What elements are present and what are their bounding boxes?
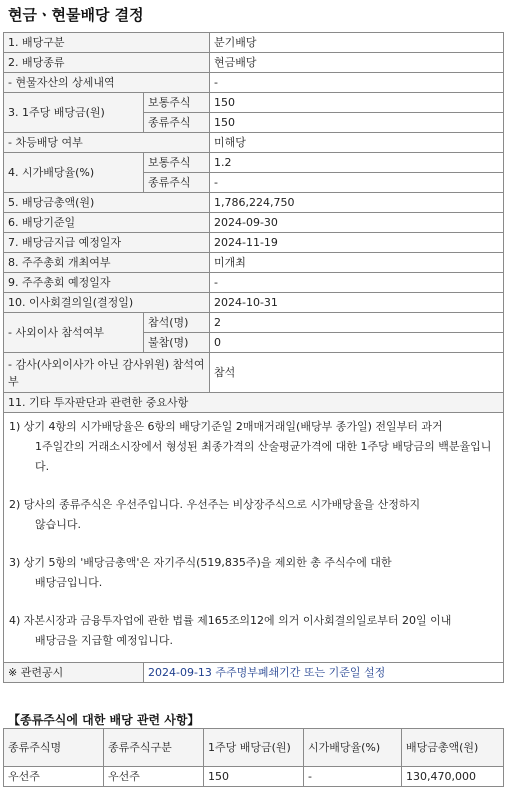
column-header: 1주당 배당금(원): [204, 729, 304, 767]
table-cell: -: [304, 767, 402, 787]
row-value: 150: [210, 113, 504, 133]
class-share-table: [3, 728, 504, 787]
row-value: 1,786,224,750: [210, 193, 504, 213]
row-label: - 차등배당 여부: [4, 133, 210, 153]
note-text: 4) 자본시장과 금융투자업에 관한 법률 제165조의12에 의거 이사회결의일로부터 20일 이내: [9, 614, 452, 627]
row-label: 2. 배당종류: [4, 53, 210, 73]
column-header: 종류주식명: [4, 729, 104, 767]
row-label: 1. 배당구분: [4, 33, 210, 53]
table-row: [4, 53, 504, 73]
row-label: - 현물자산의 상세내역: [4, 73, 210, 93]
note-text: 않습니다.: [35, 518, 82, 531]
row-value: 2024-11-19: [210, 233, 504, 253]
row-value: 2: [210, 313, 504, 333]
table-cell: 우선주: [104, 767, 204, 787]
row-sublabel: 종류주식: [144, 113, 210, 133]
table-row: [4, 767, 504, 787]
related-label: ※ 관련공시: [4, 663, 144, 683]
row-label: 10. 이사회결의일(결정일): [4, 293, 210, 313]
row-value: 2024-09-30: [210, 213, 504, 233]
table-row: [4, 33, 504, 53]
page-title: 현금ㆍ현물배당 결정: [8, 6, 144, 24]
table-row: [4, 273, 504, 293]
column-header: 배당금총액(원): [402, 729, 504, 767]
notes-cell: [4, 413, 504, 663]
row-label: 4. 시가배당율(%): [4, 153, 144, 193]
notes-row: [4, 413, 504, 663]
table-row: [4, 153, 504, 173]
table-cell: 130,470,000: [402, 767, 504, 787]
table-row: [4, 133, 504, 153]
table-row: [4, 253, 504, 273]
row-label: - 감사(사외이사가 아닌 감사위원) 참석여부: [4, 353, 210, 393]
note-text: 배당금을 지급할 예정입니다.: [35, 634, 174, 647]
table-cell: 150: [204, 767, 304, 787]
row-sublabel: 보통주식: [144, 153, 210, 173]
note-text: 3) 상기 5항의 '배당금총액'은 자기주식(519,835주)을 제외한 총 주식수에 대한: [9, 556, 392, 569]
note-text: 1주일간의 거래소시장에서 형성된 최종가격의 산술평균가격에 대한 1주당 배당금의 백분율입니다.: [35, 440, 492, 473]
table-row: [4, 93, 504, 113]
table-row: [4, 233, 504, 253]
row-sublabel: 불참(명): [144, 333, 210, 353]
table-row: [4, 393, 504, 413]
table-row: [4, 193, 504, 213]
note-text: 2) 당사의 종류주식은 우선주입니다. 우선주는 비상장주식으로 시가배당율을 산정하지: [9, 498, 421, 511]
row-label: 9. 주주총회 예정일자: [4, 273, 210, 293]
row-value: 150: [210, 93, 504, 113]
row-label: 8. 주주총회 개최여부: [4, 253, 210, 273]
row-label: 6. 배당기준일: [4, 213, 210, 233]
row-label: 3. 1주당 배당금(원): [4, 93, 144, 133]
column-header: 시가배당율(%): [304, 729, 402, 767]
note-text: 배당금입니다.: [35, 576, 103, 589]
row-value: 미개최: [210, 253, 504, 273]
row-value: 참석: [210, 353, 504, 393]
row-value: 1.2: [210, 153, 504, 173]
row-sublabel: 종류주식: [144, 173, 210, 193]
table-header-row: [4, 729, 504, 767]
dividend-table: [3, 32, 504, 683]
related-link[interactable]: 2024-09-13 주주명부폐쇄기간 또는 기준일 설정: [144, 663, 504, 683]
row-sublabel: 보통주식: [144, 93, 210, 113]
row-value: -: [210, 173, 504, 193]
row-value: 0: [210, 333, 504, 353]
row-label: 7. 배당금지급 예정일자: [4, 233, 210, 253]
table-row: [4, 313, 504, 333]
row-value: 미해당: [210, 133, 504, 153]
column-header: 종류주식구분: [104, 729, 204, 767]
row-value: -: [210, 273, 504, 293]
row-value: -: [210, 73, 504, 93]
table-row: [4, 353, 504, 393]
row-value: 2024-10-31: [210, 293, 504, 313]
table-row: [4, 73, 504, 93]
table-row: [4, 293, 504, 313]
row-label: 5. 배당금총액(원): [4, 193, 210, 213]
row-value: 현금배당: [210, 53, 504, 73]
table-row: [4, 213, 504, 233]
note-text: 1) 상기 4항의 시가배당율은 6항의 배당기준일 2매매거래일(배당부 종가일) 전일부터 과거: [9, 420, 443, 433]
row-value: 분기배당: [210, 33, 504, 53]
row-label: - 사외이사 참석여부: [4, 313, 144, 353]
row-sublabel: 참석(명): [144, 313, 210, 333]
table-cell: 우선주: [4, 767, 104, 787]
related-row: [4, 663, 504, 683]
section-title: 【종류주식에 대한 배당 관련 사항】: [8, 713, 200, 727]
row-label: 11. 기타 투자판단과 관련한 중요사항: [4, 393, 504, 413]
